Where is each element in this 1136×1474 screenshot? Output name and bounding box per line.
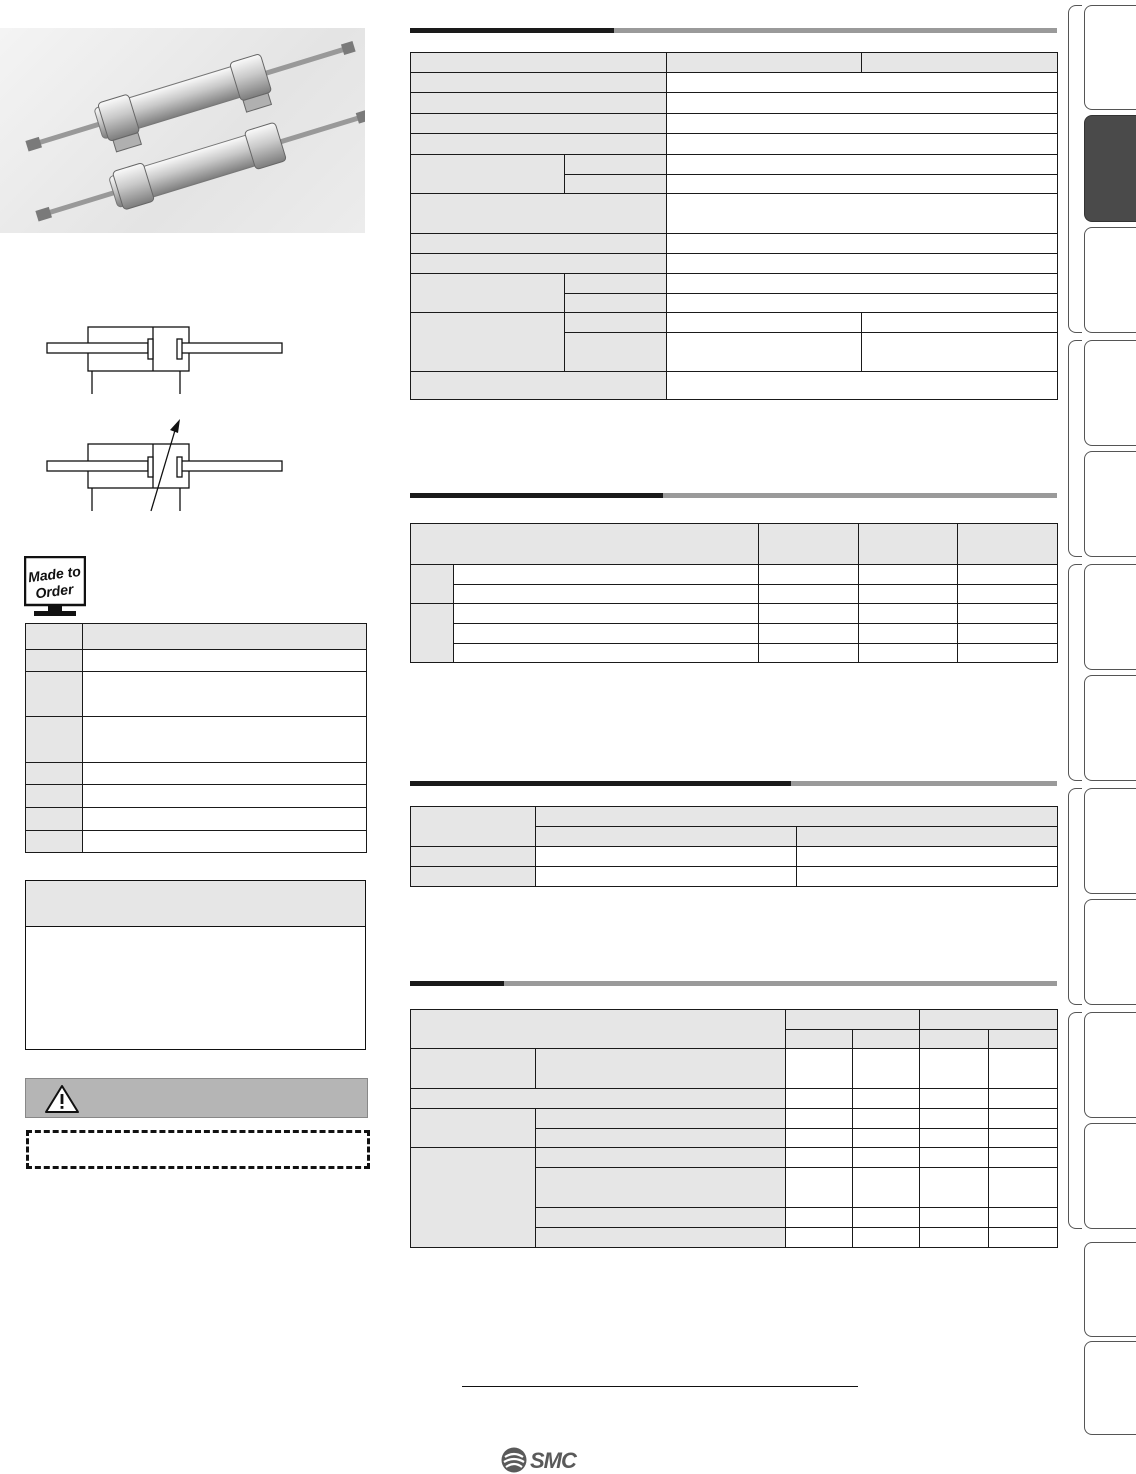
- side-bracket-5: [1068, 1012, 1082, 1229]
- mto-header-spec: [83, 624, 367, 650]
- warning-bar: [25, 1078, 368, 1118]
- side-tab-8[interactable]: [1084, 788, 1136, 894]
- badge-line2: Order: [34, 580, 75, 602]
- section-rule-specifications: [410, 28, 1057, 33]
- made-to-order-badge: [24, 556, 86, 618]
- note-box-header: [26, 881, 365, 927]
- side-tab-1[interactable]: [1084, 5, 1136, 110]
- side-tab-12[interactable]: [1084, 1242, 1136, 1337]
- mto-header-symbol: [26, 624, 83, 650]
- symbol-double-rod-cylinder: [40, 318, 290, 398]
- cylinder-illustration: [0, 28, 365, 233]
- warning-dashed-box: [26, 1130, 370, 1169]
- side-tab-11[interactable]: [1084, 1123, 1136, 1229]
- product-photo: [0, 28, 365, 233]
- side-bracket-2: [1068, 340, 1082, 557]
- side-tab-6[interactable]: [1084, 564, 1136, 670]
- smc-logo: [500, 1446, 590, 1474]
- badge-line1: Made to: [27, 562, 82, 586]
- smc-logo-icon: [500, 1446, 528, 1474]
- side-tab-4[interactable]: [1084, 340, 1136, 446]
- side-bracket-4: [1068, 788, 1082, 1005]
- smc-logo-text: SMC: [530, 1448, 576, 1473]
- specifications-table: [410, 52, 1058, 400]
- footnote-rule: [462, 1386, 858, 1387]
- table-4: [410, 1009, 1058, 1248]
- side-tab-5[interactable]: [1084, 451, 1136, 557]
- made-to-order-table: [25, 623, 367, 853]
- side-tab-13[interactable]: [1084, 1341, 1136, 1435]
- table-2: [410, 523, 1058, 663]
- side-bracket-3: [1068, 564, 1082, 781]
- side-bracket-1: [1068, 5, 1082, 333]
- side-tab-3[interactable]: [1084, 227, 1136, 333]
- symbol-cushion-cylinder: [40, 415, 290, 515]
- section-rule-2: [410, 493, 1057, 498]
- made-to-order-icon: [24, 556, 86, 618]
- table-3: [410, 806, 1058, 887]
- warning-triangle-icon: [44, 1084, 80, 1114]
- side-tab-2-active[interactable]: [1084, 115, 1136, 222]
- section-rule-4: [410, 981, 1057, 986]
- side-tab-9[interactable]: [1084, 899, 1136, 1005]
- section-rule-3: [410, 781, 1057, 786]
- side-tab-7[interactable]: [1084, 675, 1136, 781]
- side-tab-10[interactable]: [1084, 1012, 1136, 1118]
- note-box: [25, 880, 366, 1050]
